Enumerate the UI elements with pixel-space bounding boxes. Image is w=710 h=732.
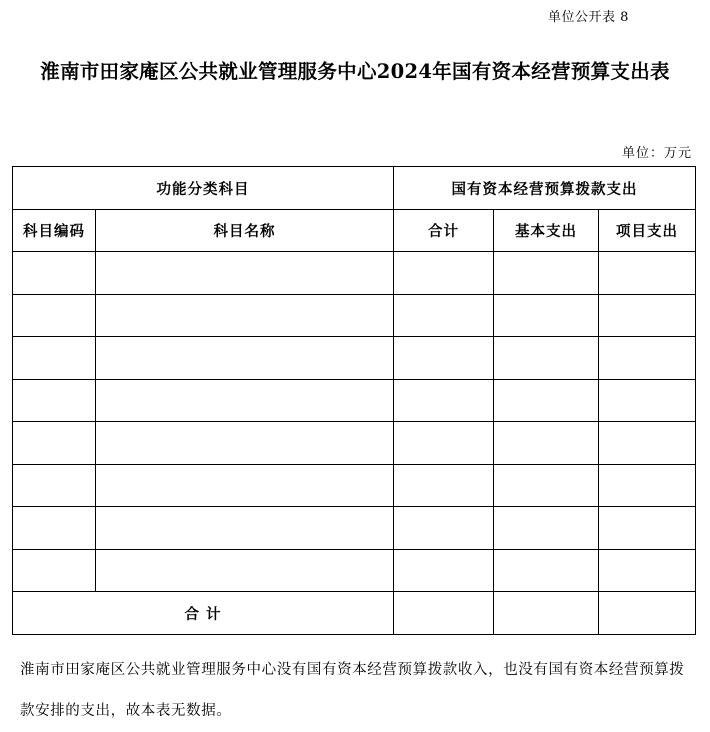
cell-total bbox=[394, 464, 494, 507]
cell-project bbox=[599, 549, 696, 592]
table-row bbox=[13, 379, 696, 422]
cell-total bbox=[394, 422, 494, 465]
cell-total bbox=[394, 507, 494, 550]
budget-table bbox=[12, 166, 696, 635]
cell-subject-code bbox=[13, 294, 96, 337]
cell-subject-code bbox=[13, 549, 96, 592]
total-basic-value bbox=[494, 592, 599, 635]
header-total: 合计 bbox=[394, 210, 494, 252]
cell-subject-code bbox=[13, 507, 96, 550]
cell-basic bbox=[494, 422, 599, 465]
cell-project bbox=[599, 252, 696, 295]
header-project-expenditure: 项目支出 bbox=[599, 210, 696, 252]
table-number: 单位公开表 8 bbox=[548, 10, 629, 25]
cell-project bbox=[599, 379, 696, 422]
cell-total bbox=[394, 294, 494, 337]
cell-subject-code bbox=[13, 464, 96, 507]
cell-subject-code bbox=[13, 422, 96, 465]
table-row bbox=[13, 422, 696, 465]
total-label: 合 计 bbox=[13, 592, 394, 635]
cell-basic bbox=[494, 464, 599, 507]
header-row-columns bbox=[13, 210, 696, 252]
total-row bbox=[13, 592, 696, 635]
cell-subject-name bbox=[96, 379, 394, 422]
cell-total bbox=[394, 549, 494, 592]
cell-total bbox=[394, 252, 494, 295]
cell-project bbox=[599, 337, 696, 380]
cell-subject-code bbox=[13, 337, 96, 380]
cell-total bbox=[394, 337, 494, 380]
table-row bbox=[13, 464, 696, 507]
cell-subject-code bbox=[13, 252, 96, 295]
table-row bbox=[13, 252, 696, 295]
footnote: 淮南市田家庵区公共就业管理服务中心没有国有资本经营预算拨款收入，也没有国有资本经营预算拨款安排的支出，故本表无数据。 bbox=[20, 662, 685, 719]
cell-basic bbox=[494, 507, 599, 550]
cell-basic bbox=[494, 337, 599, 380]
header-subject-name: 科目名称 bbox=[96, 210, 394, 252]
cell-subject-name bbox=[96, 507, 394, 550]
cell-basic bbox=[494, 549, 599, 592]
table-row bbox=[13, 294, 696, 337]
table-row bbox=[13, 507, 696, 550]
cell-basic bbox=[494, 294, 599, 337]
unit-label: 单位：万元 bbox=[621, 146, 692, 161]
cell-subject-name bbox=[96, 294, 394, 337]
page-title: 淮南市田家庵区公共就业管理服务中心2024年国有资本经营预算支出表 bbox=[40, 60, 670, 83]
cell-subject-name bbox=[96, 464, 394, 507]
cell-total bbox=[394, 379, 494, 422]
cell-project bbox=[599, 294, 696, 337]
header-functional-classification: 功能分类科目 bbox=[13, 167, 394, 210]
table-row bbox=[13, 337, 696, 380]
header-row-groups bbox=[13, 167, 696, 210]
cell-basic bbox=[494, 252, 599, 295]
cell-project bbox=[599, 464, 696, 507]
cell-basic bbox=[494, 379, 599, 422]
cell-project bbox=[599, 507, 696, 550]
cell-project bbox=[599, 422, 696, 465]
header-subject-code: 科目编码 bbox=[13, 210, 96, 252]
table-row bbox=[13, 549, 696, 592]
cell-subject-name bbox=[96, 252, 394, 295]
total-project-value bbox=[599, 592, 696, 635]
cell-subject-name bbox=[96, 337, 394, 380]
cell-subject-name bbox=[96, 422, 394, 465]
header-allocation-expenditure: 国有资本经营预算拨款支出 bbox=[394, 167, 696, 210]
header-basic-expenditure: 基本支出 bbox=[494, 210, 599, 252]
cell-subject-code bbox=[13, 379, 96, 422]
cell-subject-name bbox=[96, 549, 394, 592]
total-value bbox=[394, 592, 494, 635]
